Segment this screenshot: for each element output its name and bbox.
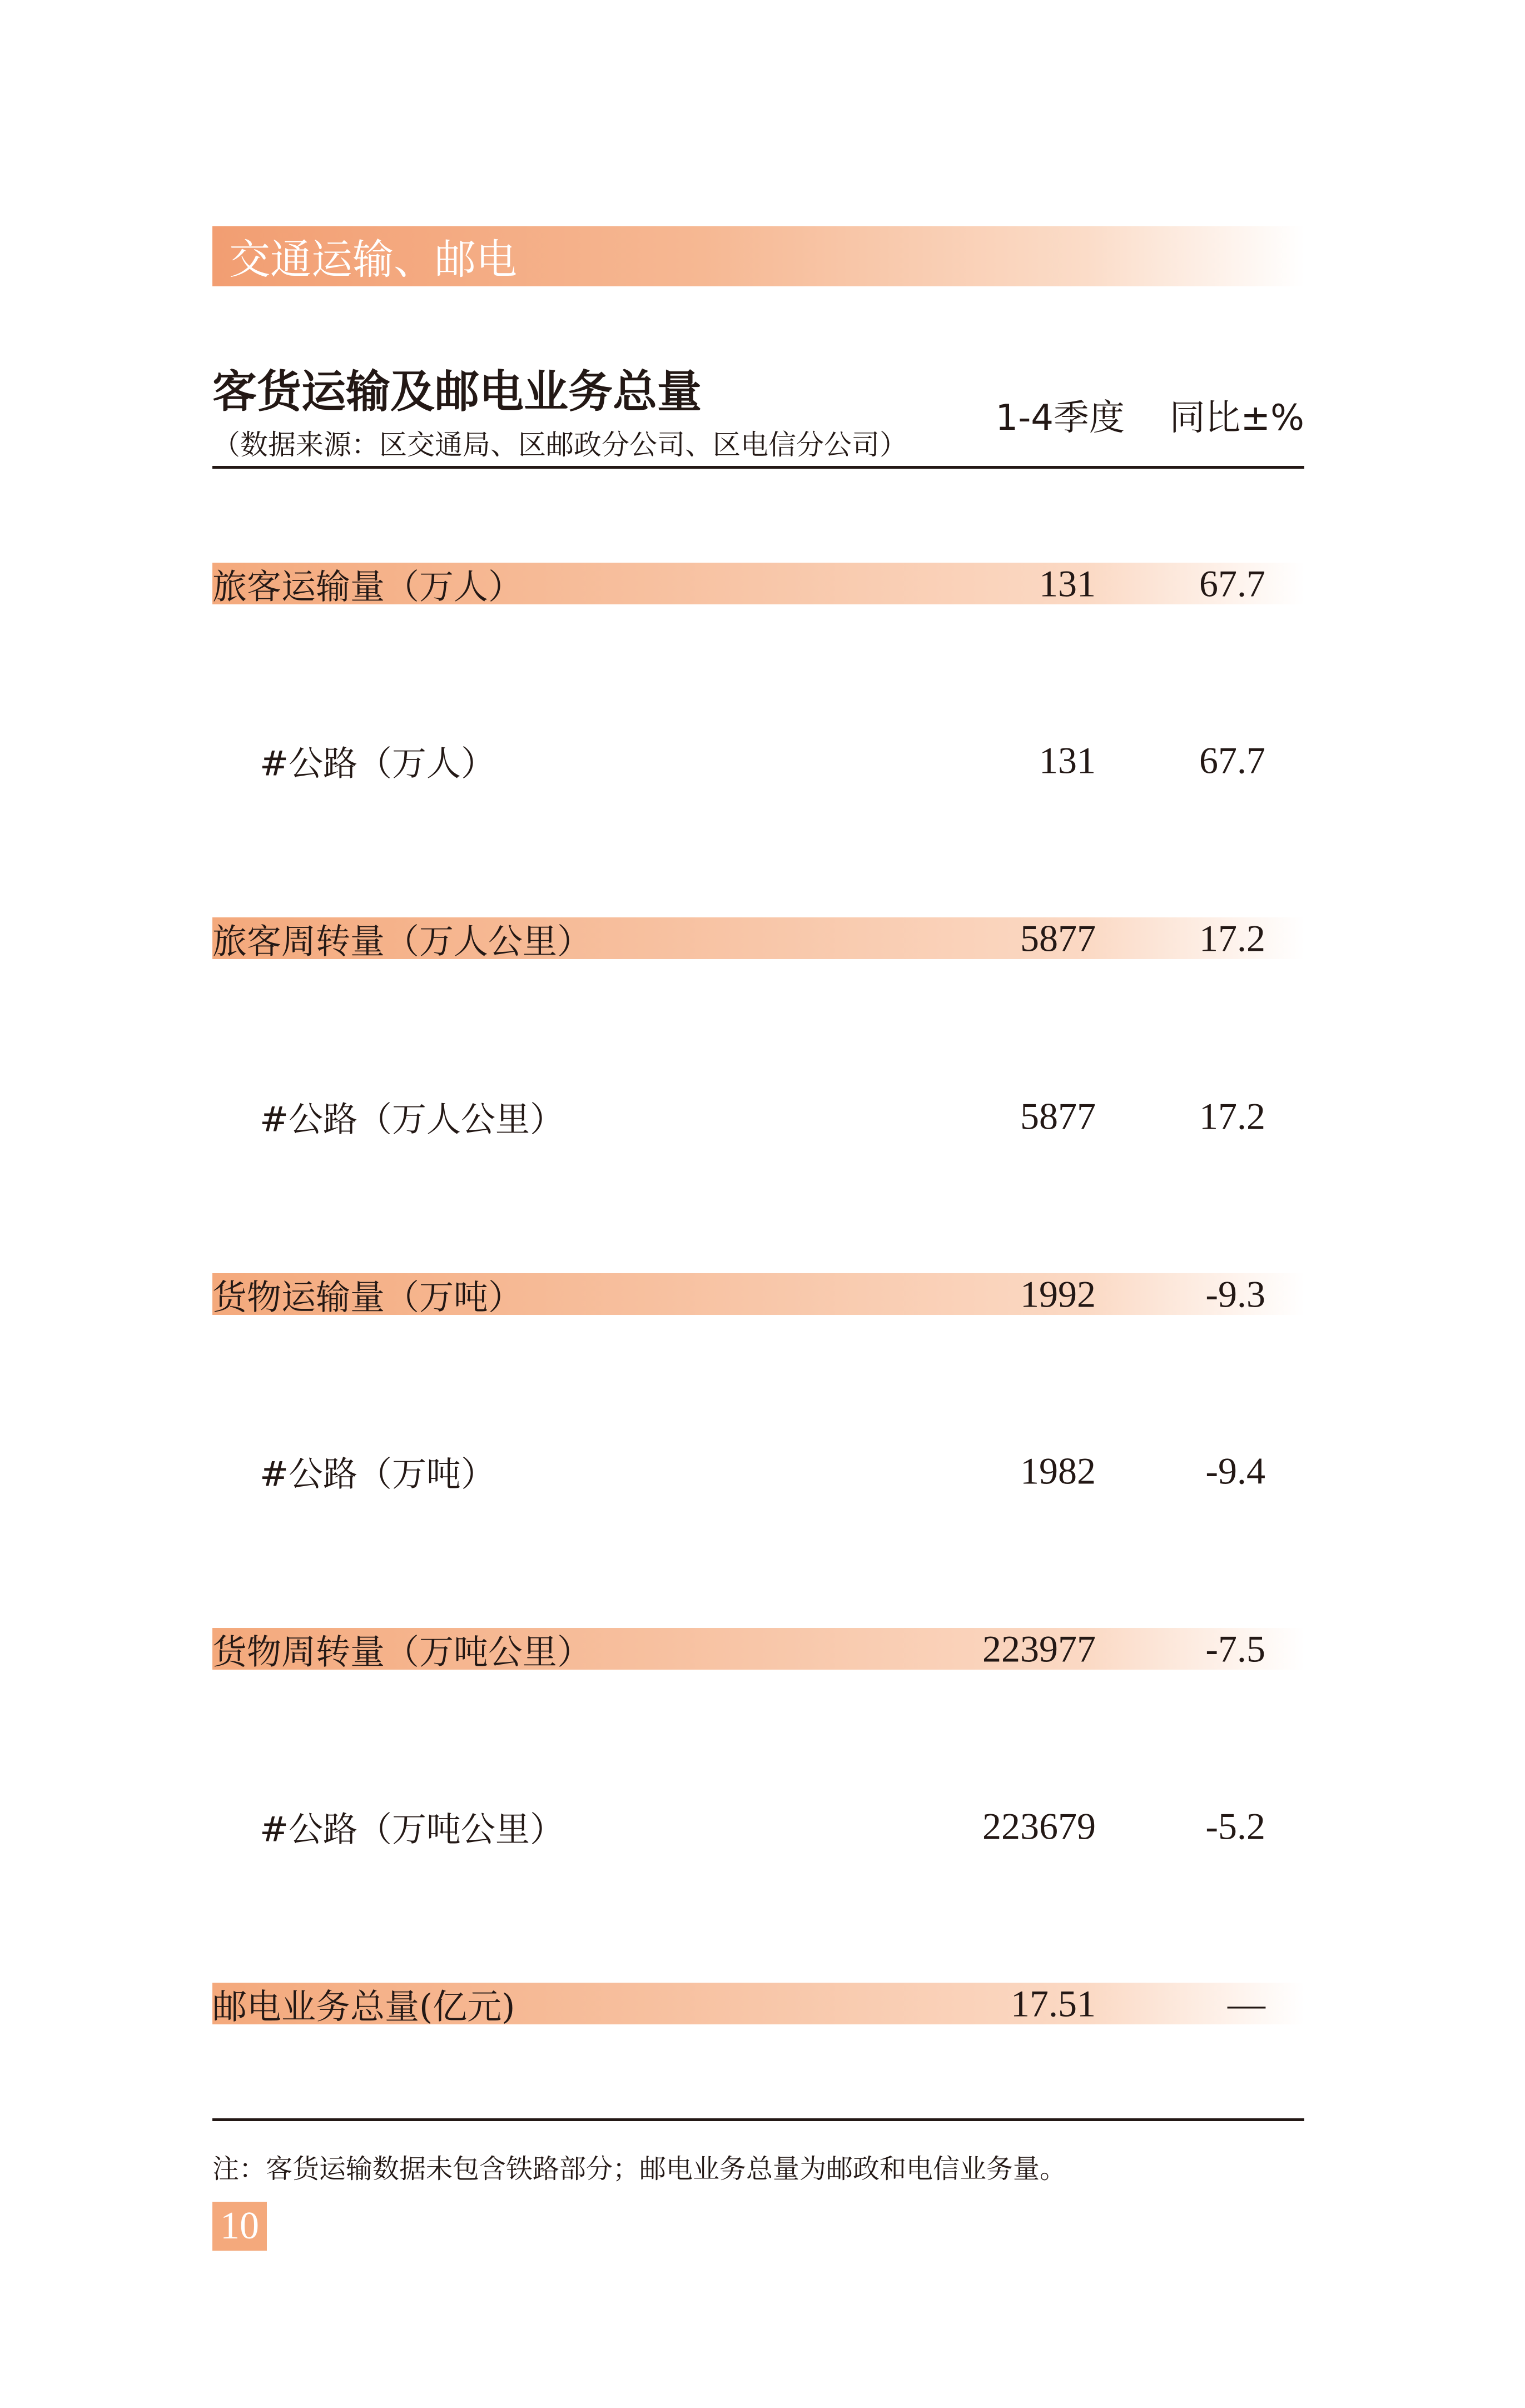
row-label: 邮电业务总量(亿元): [212, 1986, 515, 2027]
row-yoy-value: -9.3: [1205, 1273, 1265, 1315]
section-title: 交通运输、邮电: [229, 236, 517, 284]
row-label: 旅客运输量（万人）: [212, 566, 523, 607]
footer-rule: [212, 2118, 1304, 2121]
row-yoy-value: 17.2: [1199, 917, 1265, 959]
column-header-yoy: 同比±%: [1169, 398, 1304, 439]
footnote: 注：客货运输数据未包含铁路部分；邮电业务总量为邮政和电信业务量。: [212, 2153, 1067, 2184]
table-row-passenger-turnover-road: [212, 1095, 1304, 1137]
table-row-freight-volume: [212, 1273, 1304, 1315]
row-period-value: 131: [1039, 562, 1096, 604]
section-banner: [212, 226, 1304, 286]
table-row-freight-turnover-road: [212, 1805, 1304, 1847]
row-yoy-value: 67.7: [1199, 562, 1265, 604]
table-source-note: （数据来源：区交通局、区邮政分公司、区电信分公司）: [212, 429, 907, 461]
table-row-freight-volume-road: [212, 1450, 1304, 1492]
header-rule: [212, 466, 1304, 469]
row-label: 货物周转量（万吨公里）: [212, 1631, 592, 1672]
row-yoy-value: —: [1228, 1982, 1265, 2024]
row-yoy-value: -5.2: [1205, 1805, 1265, 1847]
row-period-value: 17.51: [1011, 1982, 1096, 2024]
row-yoy-value: 17.2: [1199, 1095, 1265, 1137]
row-period-value: 5877: [1020, 917, 1096, 959]
row-yoy-value: -7.5: [1205, 1627, 1265, 1670]
row-period-value: 5877: [1020, 1095, 1096, 1137]
table-title: 客货运输及邮电业务总量: [212, 366, 702, 418]
row-period-value: 1992: [1020, 1273, 1096, 1315]
table-row-passenger-turnover: [212, 917, 1304, 959]
table-row-passenger-volume-road: [212, 739, 1304, 781]
table-row-freight-turnover: [212, 1628, 1304, 1670]
row-yoy-value: 67.7: [1199, 739, 1265, 781]
page-number-badge: [212, 2202, 267, 2251]
row-yoy-value: -9.4: [1205, 1449, 1265, 1492]
table-row-passenger-volume: [212, 562, 1304, 607]
row-label: #公路（万吨公里）: [260, 1809, 564, 1849]
row-label: 旅客周转量（万人公里）: [212, 921, 592, 961]
row-period-value: 131: [1039, 739, 1096, 781]
row-label: 货物运输量（万吨）: [212, 1277, 523, 1317]
page-number: 10: [220, 2205, 259, 2247]
column-header-period: 1-4季度: [995, 398, 1125, 439]
row-period-value: 223679: [982, 1805, 1096, 1847]
row-period-value: 1982: [1020, 1449, 1096, 1492]
row-period-value: 223977: [982, 1627, 1096, 1670]
table-row-post-telecom-total: [212, 1982, 1304, 2027]
row-label: #公路（万吨）: [260, 1453, 495, 1494]
row-label: #公路（万人）: [260, 743, 495, 783]
row-label: #公路（万人公里）: [260, 1099, 564, 1139]
